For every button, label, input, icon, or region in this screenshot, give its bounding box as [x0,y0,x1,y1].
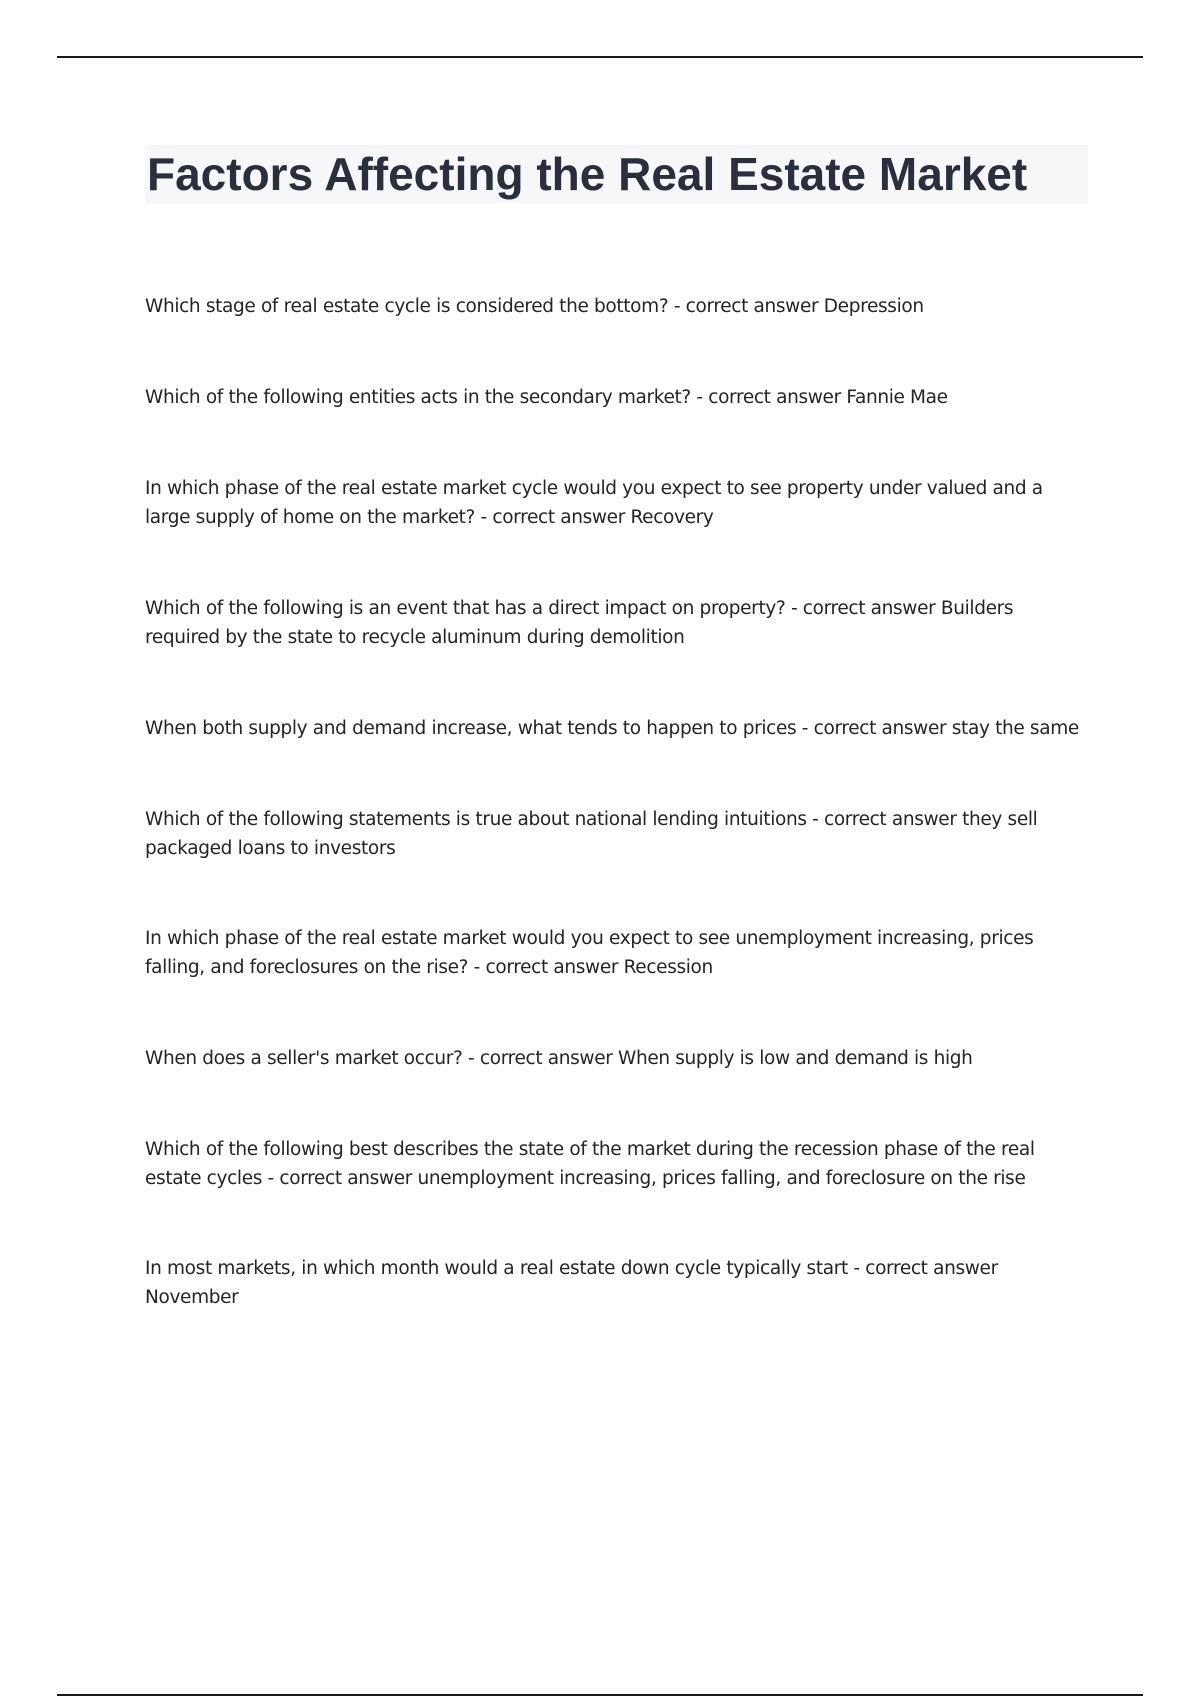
qa-item-5: When both supply and demand increase, what tends to happen to prices - correct answer stay the same [145,718,1079,739]
qa-item-10: In most markets, in which month would a real estate down cycle typically start - correct answer November [145,1258,998,1308]
qa-item-1: Which stage of real estate cycle is considered the bottom? - correct answer Depression [145,296,924,317]
page-title: Factors Affecting the Real Estate Market [147,148,1028,200]
qa-item-3: In which phase of the real estate market cycle would you expect to see property under valued and a large supply of home on the market? - correct answer Recovery [145,478,1043,528]
top-divider [57,56,1143,58]
qa-item-4: Which of the following is an event that has a direct impact on property? - correct answer Builders required by the state to recycle aluminum during demolition [145,598,1014,648]
qa-item-8: When does a seller's market occur? - correct answer When supply is low and demand is high [145,1048,973,1069]
qa-item-9: Which of the following best describes the state of the market during the recession phase of the real estate cycles - correct answer unemployment increasing, prices falling, and foreclosure on the rise [145,1139,1035,1189]
qa-item-2: Which of the following entities acts in the secondary market? - correct answer Fannie Mae [145,387,948,408]
title-block [145,145,1088,203]
qa-item-6: Which of the following statements is true about national lending intuitions - correct answer they sell packaged loans to investors [145,809,1038,859]
qa-item-7: In which phase of the real estate market would you expect to see unemployment increasing, prices falling, and foreclosures on the rise? - correct answer Recession [145,928,1034,978]
bottom-divider [57,1694,1143,1696]
